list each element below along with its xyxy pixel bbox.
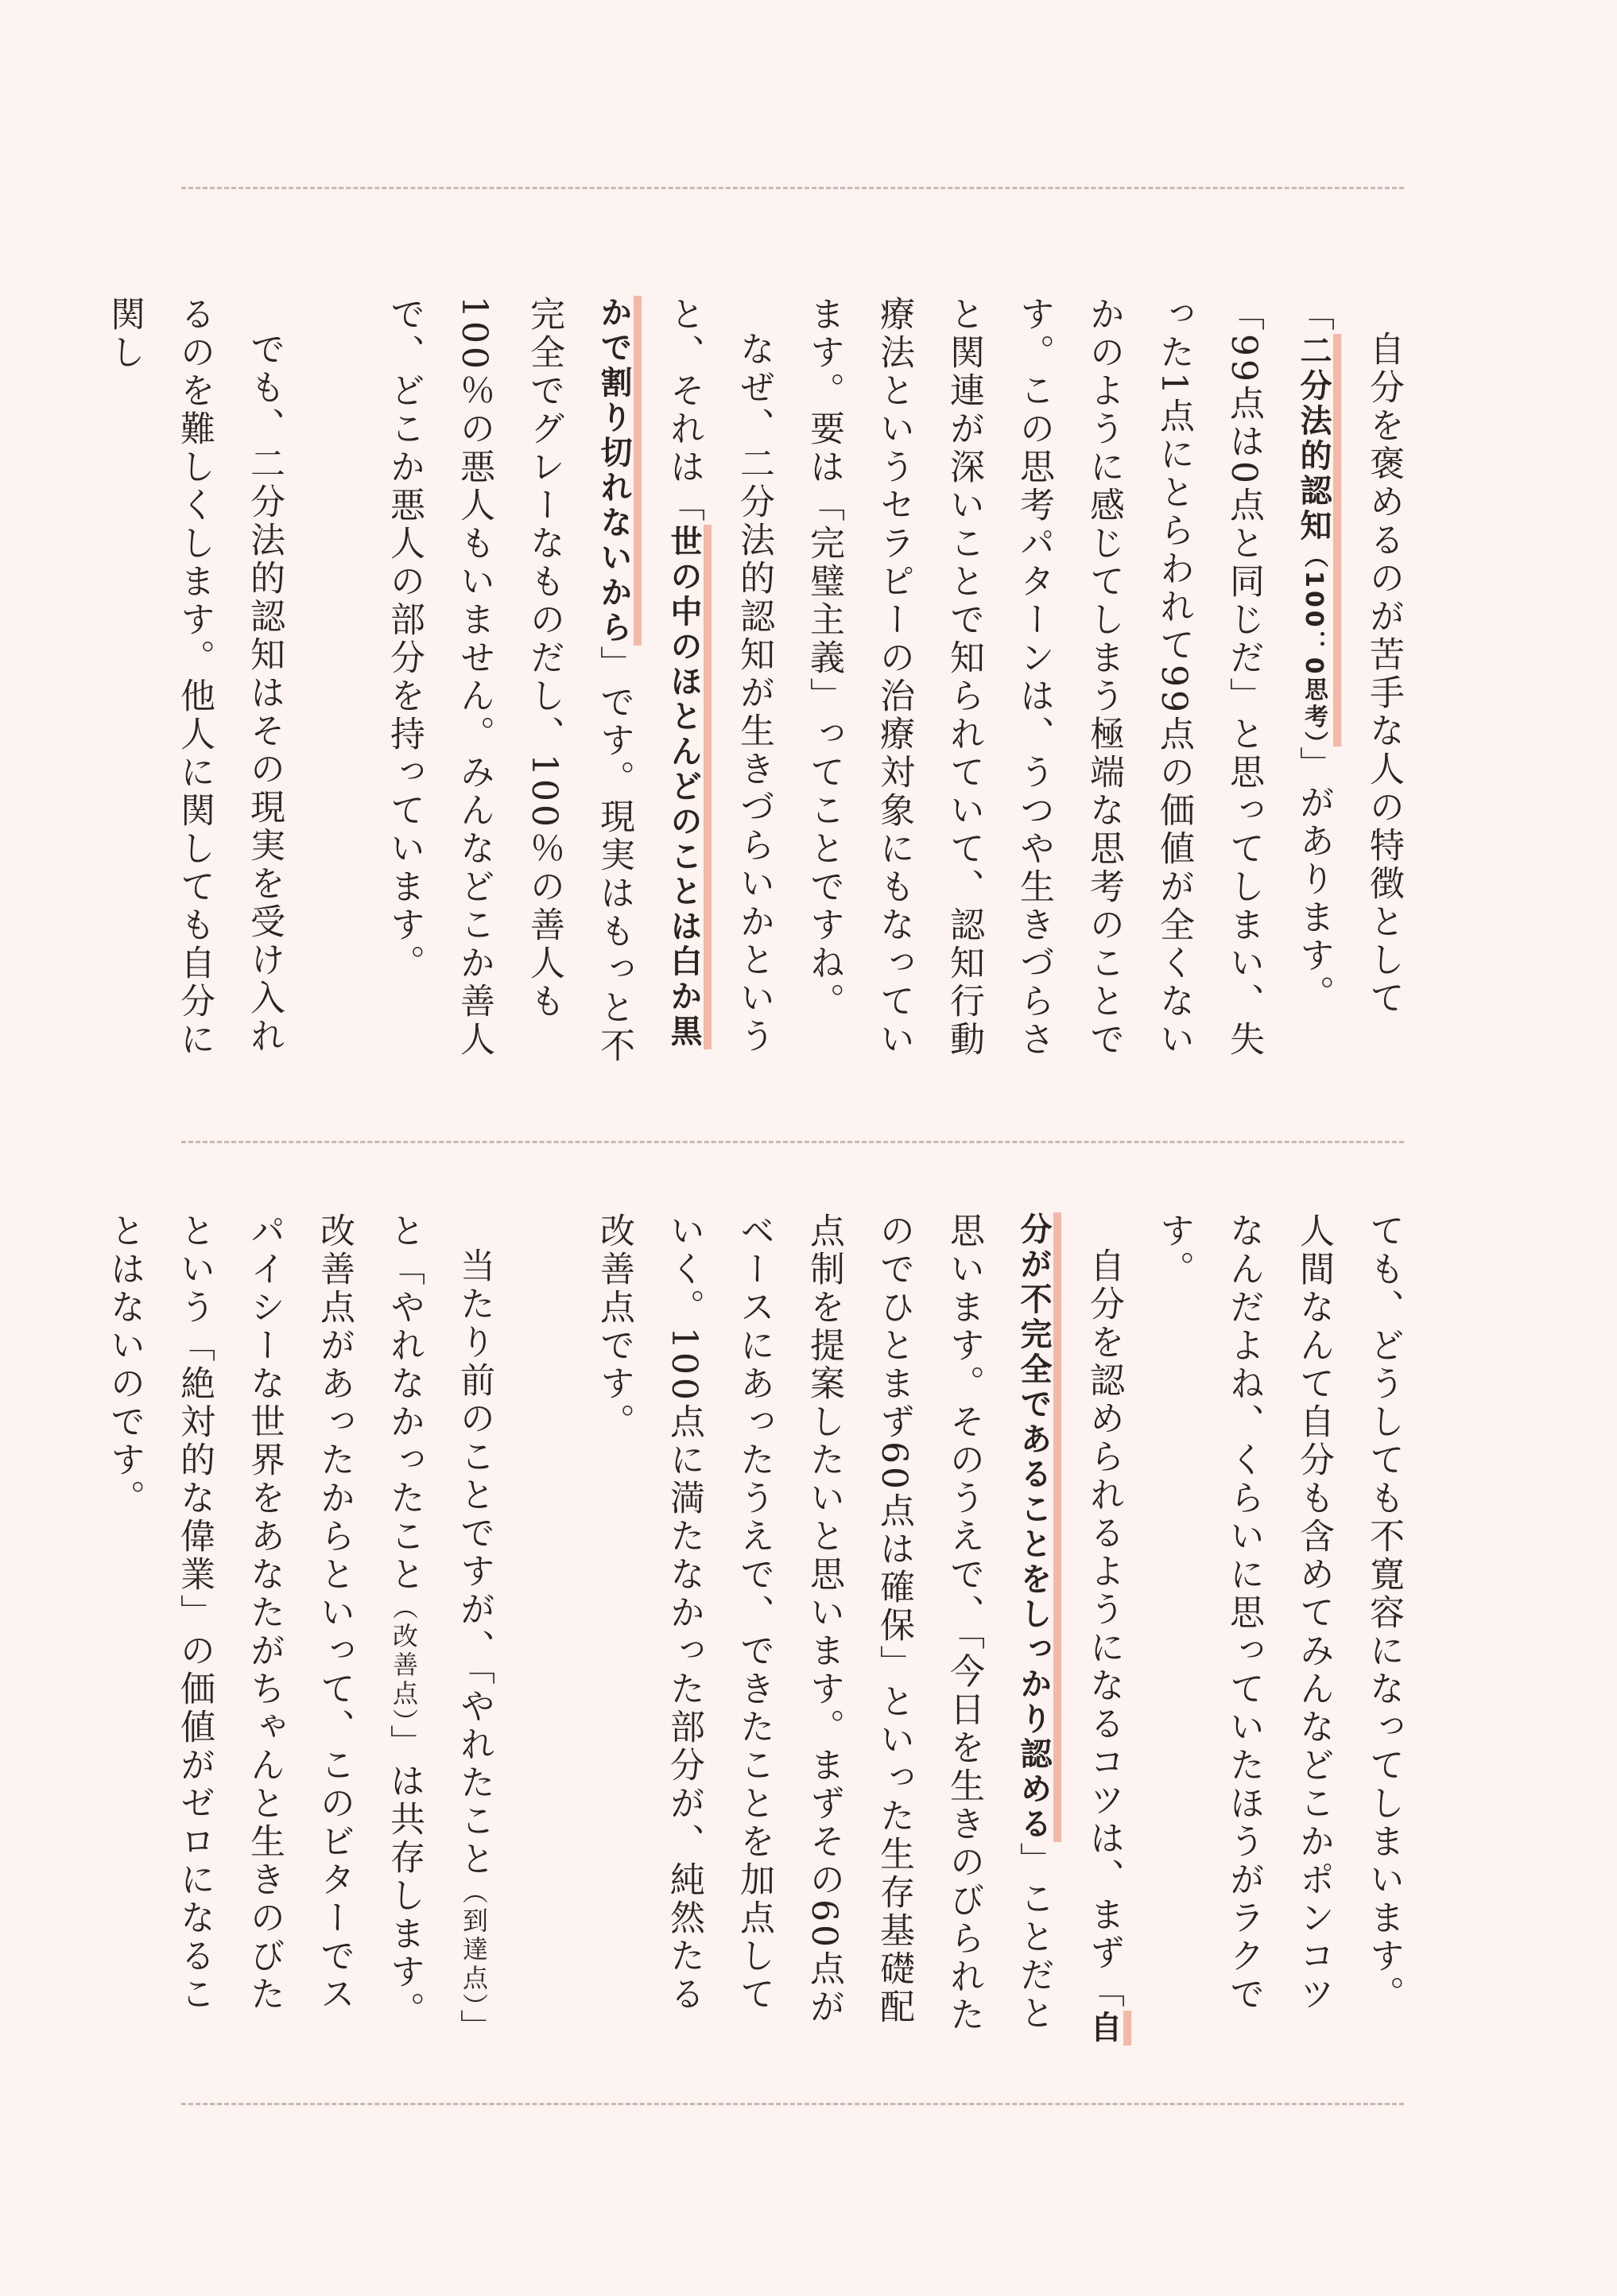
bottom-paragraph-2 bbox=[579, 1212, 1138, 2051]
text-run: 当たり前のことですが、「やれたこと bbox=[454, 1247, 494, 1879]
highlight-text: 二分法的認知 bbox=[1295, 334, 1332, 544]
text-run: 」と「やれなかったこと bbox=[384, 1212, 494, 2047]
text-run: 自分を褒めるのが苦手な人の特徴として「 bbox=[1293, 296, 1404, 1018]
top-divider bbox=[181, 187, 1404, 189]
highlight-dichotomous-thinking bbox=[1295, 334, 1341, 747]
top-paragraph-2 bbox=[369, 296, 789, 1075]
highlight-accept-imperfection: 自分が不完全であることをしっかり認める bbox=[1015, 1212, 1131, 2046]
text-run: 」は共存します。改善点があったからといって、このビターでスパイシーな世界をあなたがちゃんと生きのびたという「絶対的な偉業」の価値がゼロになることはないのです。 bbox=[104, 1212, 425, 2030]
bottom-text-block bbox=[104, 1212, 1418, 2051]
highlight-black-white: 世の中のほとんどのことは白か黒かで割り切れないから bbox=[595, 296, 712, 1049]
top-paragraph-1 bbox=[789, 296, 1418, 1075]
text-run: 」があります。「99点は0点と同じだ」と思ってしまい、失った1点にとらわれて99点の価値が全くないかのように感じてしまう極端な思考のことです。この思考パターンは、うつや生きづらさと関連が深いことで知られていて、認知行動療法というセラピーの治療対象にもなっています。要は「完璧主義」ってことですね。 bbox=[804, 296, 1334, 1059]
top-paragraph-3: でも、二分法的認知はその現実を受け入れるのを難しくします。他人に関しても自分に関し bbox=[104, 296, 285, 1059]
text-run: 」ことだと思います。そのうえで、「今日を生きのびられたのでひとまず60点は確保」といった生存基礎配点制を提案したいと思います。まずその60点がベースにあったうえで、できたことを加点していく。100点に満たなかった部分が、純然たる改善点です。 bbox=[594, 1212, 1054, 2034]
top-text-block bbox=[104, 296, 1418, 1075]
middle-divider bbox=[181, 1141, 1404, 1143]
text-run: 自分を認められるようになるコツは、まず「 bbox=[1084, 1247, 1124, 2011]
bottom-paragraph-3 bbox=[89, 1212, 509, 2051]
bottom-divider bbox=[181, 2103, 1404, 2105]
text-run: 」です。現実はもっと不完全でグレーなものだし、100％の善人も100％の悪人もいません。みんなどこか善人で、どこか悪人の部分を持っています。 bbox=[384, 296, 634, 1065]
paren-note: （到達点） bbox=[459, 1879, 489, 2009]
text-run: なぜ、二分法的認知が生きづらいかというと、それは「 bbox=[664, 296, 774, 1056]
bottom-paragraph-1: ても、どうしても不寛容になってしまいます。人間なんて自分も含めてみんなどこかポンコツなんだよね、くらいに思っていたほうがラクです。 bbox=[1154, 1212, 1404, 2014]
highlight-paren: （100：0思考） bbox=[1300, 544, 1328, 747]
paren-note: （改善点） bbox=[389, 1594, 419, 1724]
